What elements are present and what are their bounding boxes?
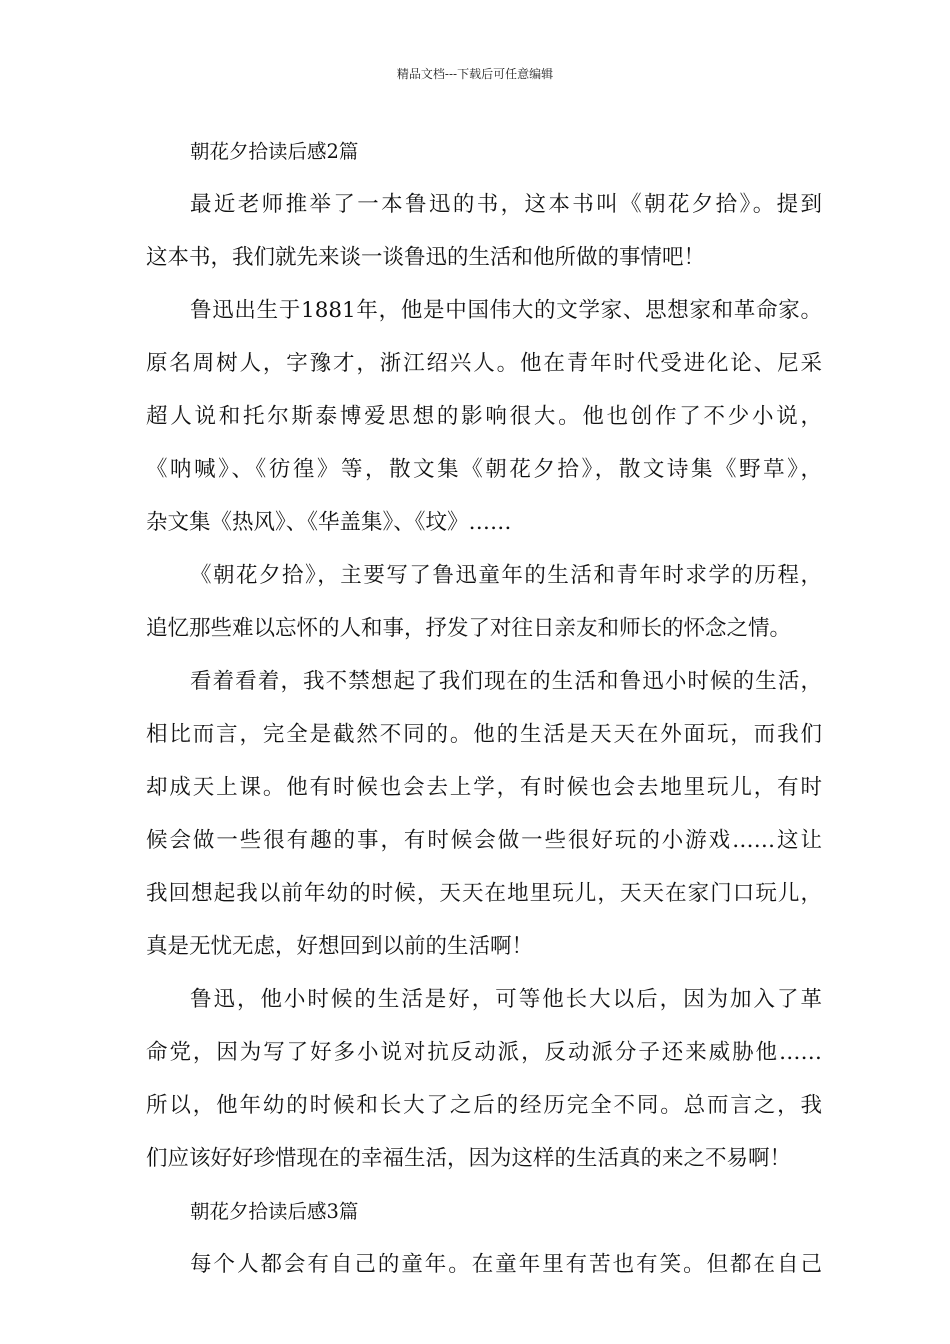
paragraph <box>146 982 822 1177</box>
paragraph <box>146 187 822 276</box>
text-line: 真是无忧无虑，好想回到以前的生活啊！ <box>146 934 534 959</box>
text-line: 相比而言，完全是截然不同的。他的生活是天天在外面玩，而我们 <box>146 722 822 747</box>
section-heading: 朝花夕拾读后感2篇 <box>190 140 359 163</box>
paragraph <box>146 1247 822 1283</box>
text-line: 候会做一些很有趣的事，有时候会做一些很好玩的小游戏……这让 <box>146 828 822 853</box>
paragraph <box>146 293 822 541</box>
text-line: 所以，他年幼的时候和长大了之后的经历完全不同。总而言之，我 <box>146 1093 822 1118</box>
text-line: 杂文集《热风》、《华盖集》、《坟》…… <box>146 510 512 535</box>
text-line: 命党，因为写了好多小说对抗反动派，反动派分子还来威胁他…… <box>146 1040 822 1065</box>
text-line: 每个人都会有自己的童年。在童年里有苦也有笑。但都在自己 <box>190 1252 822 1277</box>
text-line: 看着看着，我不禁想起了我们现在的生活和鲁迅小时候的生活， <box>190 669 822 694</box>
section-heading: 朝花夕拾读后感3篇 <box>190 1200 359 1223</box>
paragraph <box>146 664 822 965</box>
text-line: 们应该好好珍惜现在的幸福生活，因为这样的生活真的来之不易啊！ <box>146 1146 792 1171</box>
paragraph <box>146 558 822 647</box>
text-line: 却成天上课。他有时候也会去上学，有时候也会去地里玩儿，有时 <box>146 775 822 800</box>
document-body <box>146 134 822 1300</box>
text-line: 《呐喊》、《彷徨》等，散文集《朝花夕拾》，散文诗集《野草》， <box>146 457 822 482</box>
text-line: 最近老师推举了一本鲁迅的书，这本书叫《朝花夕拾》。提到 <box>190 192 822 217</box>
page-header: 精品文档---下载后可任意编辑 <box>396 67 554 81</box>
text-line: 《朝花夕拾》，主要写了鲁迅童年的生活和青年时求学的历程， <box>190 563 822 588</box>
text-line: 超人说和托尔斯泰博爱思想的影响很大。他也创作了不少小说， <box>146 404 822 429</box>
text-line: 这本书，我们就先来谈一谈鲁迅的生活和他所做的事情吧！ <box>146 245 706 270</box>
text-line: 原名周树人，字豫才，浙江绍兴人。他在青年时代受进化论、尼采 <box>146 351 822 376</box>
text-line: 鲁迅，他小时候的生活是好，可等他长大以后，因为加入了革 <box>190 987 822 1012</box>
text-line: 鲁迅出生于1881年，他是中国伟大的文学家、思想家和革命家。 <box>190 298 822 323</box>
text-line: 我回想起我以前年幼的时候，天天在地里玩儿，天天在家门口玩儿， <box>146 881 822 906</box>
text-line: 追忆那些难以忘怀的人和事，抒发了对往日亲友和师长的怀念之情。 <box>146 616 792 641</box>
